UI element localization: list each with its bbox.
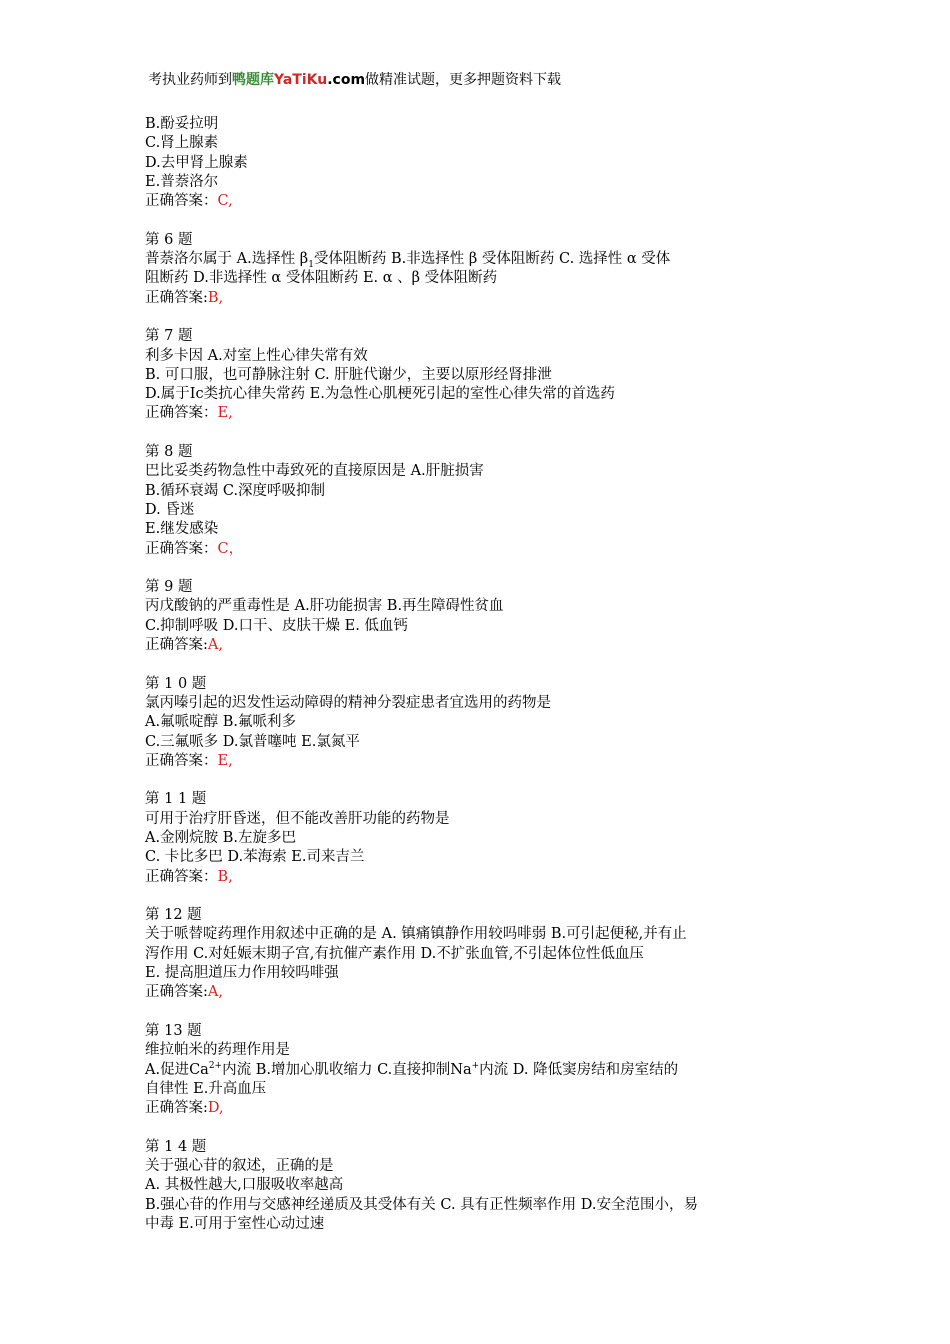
question-text: 关于强心苷的叙述，正确的是 [145,1158,334,1175]
header-suffix: 做精准试题，更多押题资料下载 [365,72,562,88]
question-text: 丙戊酸钠的严重毒性是 A.肝功能损害 B.再生障碍性贫血 [145,598,504,615]
answer-value: E, [217,405,233,422]
answer-line: 正确答案：C, [145,193,233,210]
question-block-11 [145,790,810,886]
question-title: 第 1 0 题 [145,675,207,692]
question-text: B.循环衰竭 C.深度呼吸抑制 [145,482,326,499]
question-text: 中毒 E.可用于室性心动过速 [145,1215,325,1232]
question-text: 巴比妥类药物急性中毒致死的直接原因是 A.肝脏损害 [145,463,484,480]
question-text: D. 昏迷 [145,501,195,518]
brand-name-en[interactable]: YaTiKu [274,72,328,88]
question-text: A.氟哌啶醇 B.氟哌利多 [145,714,296,731]
question-text: 利多卡因 A.对室上性心律失常有效 [145,347,368,364]
answer-value: C， [217,540,244,557]
option-line: E.普萘洛尔 [145,173,219,190]
brand-domain[interactable]: .com [327,72,366,88]
question-block-6 [145,231,810,308]
question-title: 第 9 题 [145,579,193,596]
question-title: 第 1 1 题 [145,791,207,808]
question-text: 维拉帕米的药理作用是 [145,1042,290,1059]
question-block-10 [145,675,810,771]
answer-value: C, [217,193,233,210]
question-block-12 [145,906,810,1002]
answer-value: A, [207,984,223,1001]
answer-line: 正确答案：B, [145,868,233,885]
question-title: 第 7 题 [145,328,193,345]
answer-line: 正确答案:B, [145,289,224,306]
question-block-9 [145,578,810,655]
question-title: 第 1 4 题 [145,1138,207,1155]
answer-line: 正确答案：C， [145,540,244,557]
answer-line: 正确答案:A, [145,637,223,654]
answer-value: E, [217,752,233,769]
question-text: C.三氟哌多 D.氯普噻吨 E.氯氮平 [145,733,360,750]
question-text: E.继发感染 [145,521,219,538]
question-block-8 [145,443,810,559]
answer-line: 正确答案:A, [145,984,223,1001]
question-block-13 [145,1022,810,1118]
question-text: B. 可口服，也可静脉注射 C. 肝脏代谢少，主要以原形经肾排泄 [145,366,552,383]
question-text: C. 卡比多巴 D.苯海索 E.司来吉兰 [145,849,365,866]
question-text: D.属于Ic类抗心律失常药 E.为急性心肌梗死引起的室性心律失常的首选药 [145,386,615,403]
question-list [145,115,810,1234]
question-text: 普萘洛尔属于 A.选择性 $\beta_1$受体阻断药 B.非选择性 β 受体阻断药 C. 选择性 α 受体 [145,251,671,270]
option-line: B.酚妥拉明 [145,116,219,132]
brand-name-cn[interactable]: 鸭题库 [232,72,274,88]
question-text: 关于哌替啶药理作用叙述中正确的是 A. 镇痛镇静作用较吗啡弱 B.可引起便秘,并有止 [145,926,687,943]
question-text: A.金刚烷胺 B.左旋多巴 [145,829,296,846]
answer-value: D, [207,1100,224,1117]
question-block-5-tail [145,115,810,211]
question-text: 可用于治疗肝昏迷，但不能改善肝功能的药物是 [145,810,450,827]
question-text: B.强心苷的作用与交感神经递质及其受体有关 C. 具有正性频率作用 D.安全范围小，易 [145,1196,698,1213]
question-title: 第 12 题 [145,907,202,924]
answer-line: 正确答案:D, [145,1100,224,1117]
option-line: C.肾上腺素 [145,135,219,152]
answer-value: A, [207,637,223,654]
answer-line: 正确答案：E, [145,405,233,422]
question-title: 第 13 题 [145,1022,202,1039]
question-text: C.抑制呼吸 D.口干、皮肤干燥 E. 低血钙 [145,617,408,634]
question-text: A. 其极性越大,口服吸收率越高 [145,1177,344,1194]
question-text: 泻作用 C.对妊娠末期子宫,有抗催产素作用 D.不扩张血管,不引起体位性低血压 [145,945,644,962]
question-block-7 [145,327,810,423]
question-text: 阻断药 D.非选择性 α 受体阻断药 E. α 、β 受体阻断药 [145,270,498,287]
answer-value: B, [217,868,233,885]
page-header [148,70,561,90]
question-title: 第 8 题 [145,444,193,461]
answer-line: 正确答案：E, [145,752,233,769]
question-text: E. 提高胆道压力作用较吗啡强 [145,965,339,982]
question-title: 第 6 题 [145,231,193,248]
question-text: 自律性 E.升高血压 [145,1080,267,1097]
question-text: A.促进$Ca^{2+}$内流 B.增加心肌收缩力 C.直接抑制Na+内流 D. 降低窦房结和房室结的 [145,1060,679,1078]
question-block-14 [145,1138,810,1234]
header-prefix: 考执业药师到 [148,72,232,88]
question-text: 氯丙嗪引起的迟发性运动障碍的精神分裂症患者宜选用的药物是 [145,694,551,711]
option-line: D.去甲肾上腺素 [145,154,248,171]
answer-value: B, [207,289,224,306]
